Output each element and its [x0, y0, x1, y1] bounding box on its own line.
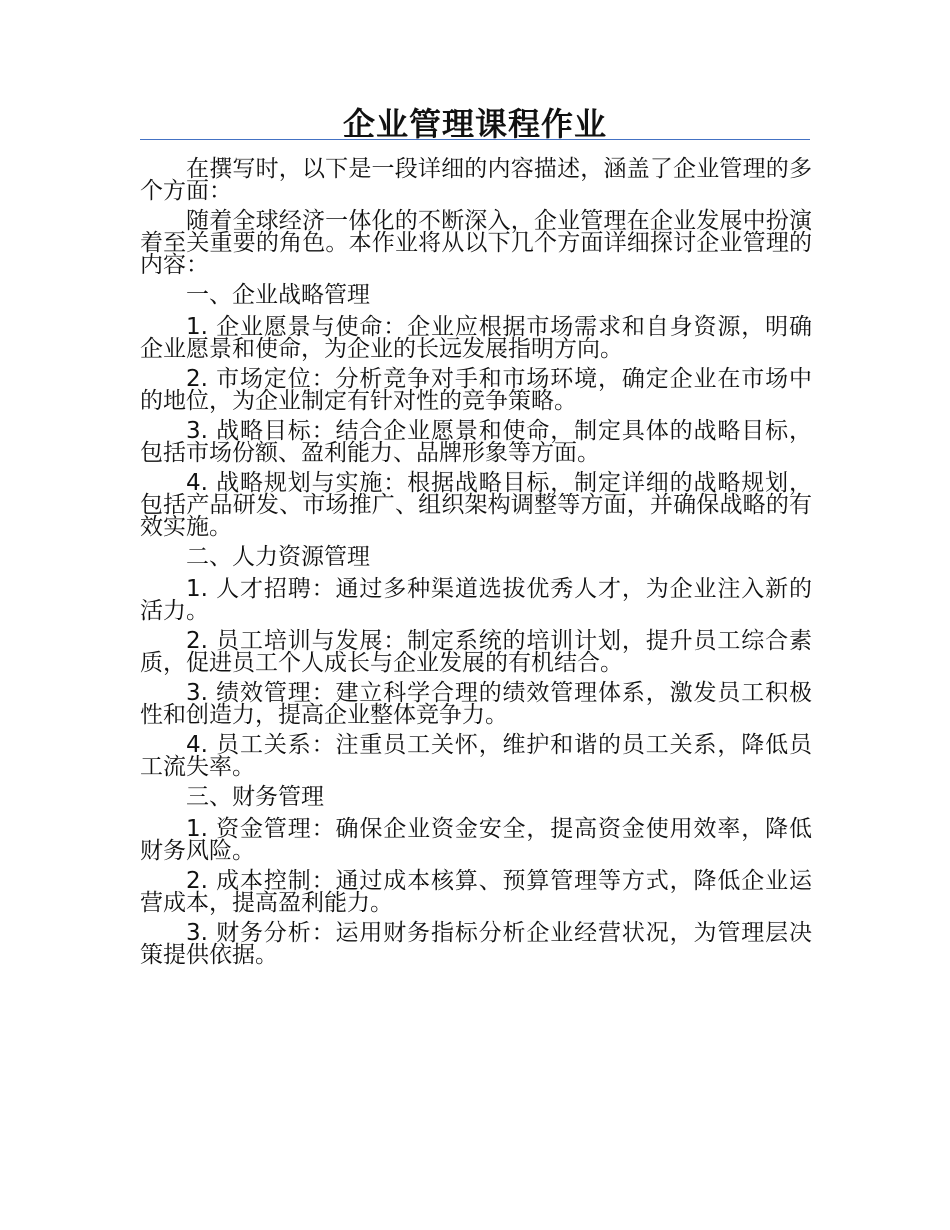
intro-paragraph: 在撰写时，以下是一段详细的内容描述，涵盖了企业管理的多个方面： [140, 156, 812, 204]
strategy-item-planning: 4. 战略规划与实施：根据战略目标，制定详细的战略规划，包括产品研发、市场推广、组织架构调整等方面，并确保战略的有效实施。 [140, 470, 812, 540]
strategy-item-positioning: 2. 市场定位：分析竞争对手和市场环境，确定企业在市场中的地位，为企业制定有针对性的竞争策略。 [140, 366, 812, 414]
hr-item-training: 2. 员工培训与发展：制定系统的培训计划，提升员工综合素质，促进员工个人成长与企业发展的有机结合。 [140, 628, 812, 676]
document-title: 企业管理课程作业 [342, 105, 607, 143]
finance-item-cost: 2. 成本控制：通过成本核算、预算管理等方式，降低企业运营成本，提高盈利能力。 [140, 868, 812, 916]
section-heading-finance: 三、财务管理 [186, 784, 324, 810]
title-underline [140, 139, 810, 140]
strategy-item-goals: 3. 战略目标：结合企业愿景和使命，制定具体的战略目标，包括市场份额、盈利能力、品牌形象等方面。 [140, 418, 812, 466]
hr-item-performance: 3. 绩效管理：建立科学合理的绩效管理体系，激发员工积极性和创造力，提高企业整体竞争力。 [140, 680, 812, 728]
strategy-item-vision: 1. 企业愿景与使命：企业应根据市场需求和自身资源，明确企业愿景和使命，为企业的长远发展指明方向。 [140, 314, 812, 362]
finance-item-funds: 1. 资金管理：确保企业资金安全，提高资金使用效率，降低财务风险。 [140, 816, 812, 864]
section-heading-hr: 二、人力资源管理 [186, 544, 370, 570]
overview-paragraph: 随着全球经济一体化的不断深入，企业管理在企业发展中扮演着至关重要的角色。本作业将从以下几个方面详细探讨企业管理的内容： [140, 208, 812, 278]
hr-item-relations: 4. 员工关系：注重员工关怀，维护和谐的员工关系，降低员工流失率。 [140, 732, 812, 780]
hr-item-recruiting: 1. 人才招聘：通过多种渠道选拔优秀人才，为企业注入新的活力。 [140, 576, 812, 624]
finance-item-analysis: 3. 财务分析：运用财务指标分析企业经营状况，为管理层决策提供依据。 [140, 920, 812, 968]
document-body [140, 158, 812, 974]
section-heading-strategy: 一、企业战略管理 [186, 282, 370, 308]
